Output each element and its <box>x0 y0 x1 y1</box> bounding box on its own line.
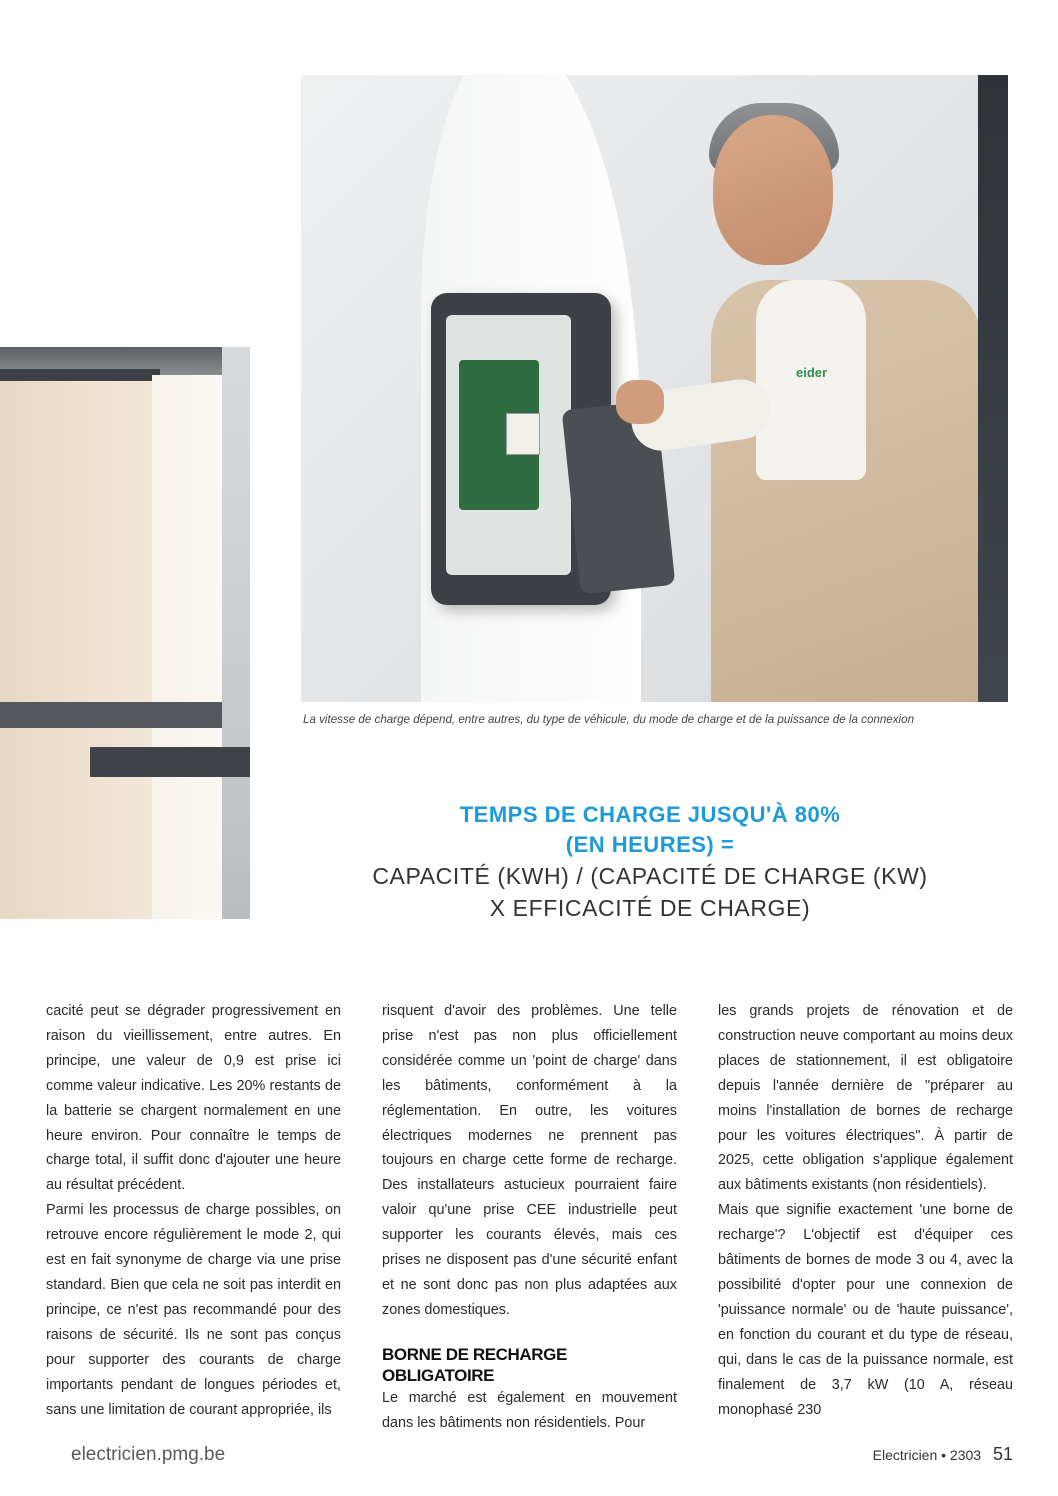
formula-line-4: X EFFICACITÉ DE CHARGE) <box>489 895 811 921</box>
magazine-issue: Electricien • 2303 <box>872 1447 982 1463</box>
page-number: 51 <box>992 1444 1013 1464</box>
formula-line-1: TEMPS DE CHARGE JUSQU'À 80% <box>459 802 841 827</box>
section-heading-line-1: BORNE DE RECHARGE <box>382 1344 567 1364</box>
paragraph: Mais que signifie exactement 'une borne de recharge'? L'objectif est d'équiper ces bâtiments de bornes de mode 3 ou 4, avec la possibilité d'opter pour une connexion de 'puissance normale' ou de 'haute puissance', en fonction du courant et du type de réseau, qui, dans le cas de la puissance normale, est finalement de 3,7 kW (10 A, réseau monophasé 230 <box>718 1202 1013 1418</box>
building-photo <box>0 347 250 919</box>
paragraph: Parmi les processus de charge possibles, on retrouve encore régulièrement le mode 2, qui est en fait synonyme de charge via une prise standard. Bien que cela ne soit pas interdit en principe, ce n'est pas recommandé pour des raisons de sécurité. Ils ne sont pas conçus pour supporter des courants de charge importants pendant de longues périodes et, sans une limitation de courant appropriée, ils <box>46 1202 341 1418</box>
paragraph: cacité peut se dégrader progressivement en raison du vieillissement, entre autres. En principe, une valeur de 0,9 est prise ici comme valeur indicative. Les 20% restants de la batterie se chargent normalement en une heure environ. Pour connaître le temps de charge total, il suffit donc d'ajouter une heure au résultat précédent. <box>46 1003 341 1194</box>
installer-photo <box>301 75 1008 702</box>
paragraph: risquent d'avoir des problèmes. Une telle prise n'est pas non plus officiellement considérée comme un 'point de charge' dans les bâtiments, conformément à la réglementation. En outre, les voitures électriques modernes ne prennent pas toujours en charge cette forme de recharge. Des installateurs astucieux pourraient faire valoir qu'une prise CEE industrielle peut supporter les courants élevés, mais ces prises ne disposent pas d'une sécurité enfant et ne sont donc pas non plus adaptées aux zones domestiques. <box>382 1003 677 1318</box>
formula-line-2: (EN HEURES) = <box>565 832 735 857</box>
section-heading <box>382 1344 677 1386</box>
text-column-3 <box>718 999 1013 1422</box>
formula-block <box>300 800 1000 924</box>
vest-logo: eider <box>796 365 828 380</box>
page-footer <box>873 1444 1013 1465</box>
section-heading-line-2: OBLIGATOIRE <box>382 1365 495 1385</box>
paragraph: Le marché est également en mouvement dans les bâtiments non résidentiels. Pour <box>382 1389 677 1431</box>
formula-line-3: CAPACITÉ (KWH) / (CAPACITÉ DE CHARGE (KW) <box>372 863 928 889</box>
website-link[interactable]: electricien.pmg.be <box>71 1444 226 1465</box>
text-column-1 <box>46 999 341 1422</box>
text-column-2 <box>382 999 677 1436</box>
photo-caption: La vitesse de charge dépend, entre autres, du type de véhicule, du mode de charge et de la puissance de la connexion <box>303 713 915 726</box>
paragraph: les grands projets de rénovation et de construction neuve comportant au moins deux places de stationnement, il est obligatoire depuis l'année dernière de "préparer au moins l'installation de bornes de recharge pour les voitures électriques". À partir de 2025, cette obligation s'applique également aux bâtiments existants (non résidentiels). <box>718 1003 1013 1194</box>
